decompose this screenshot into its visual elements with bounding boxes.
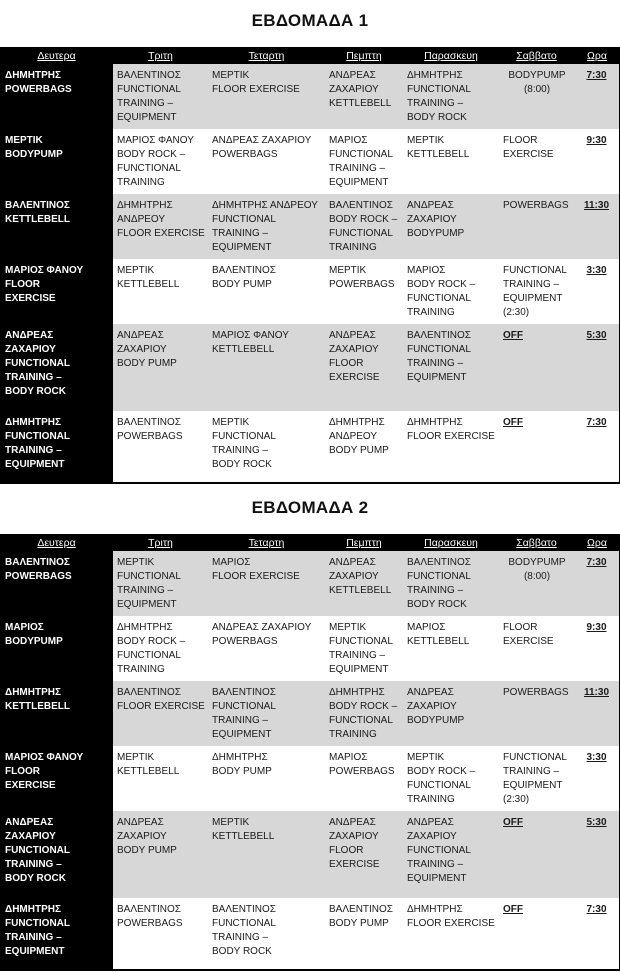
cell-thursday: ΔΗΜΗΤΡΗΣ ΑΝΔΡΕΟΥ BODY PUMP — [325, 411, 403, 483]
header-thursday: Πεμπτη — [325, 534, 403, 551]
table-row — [0, 194, 620, 259]
table-row — [0, 129, 620, 194]
header-monday: Δευτερα — [0, 534, 113, 551]
cell-tuesday: ΒΑΛΕΝΤΙΝΟΣ POWERBAGS — [113, 898, 208, 970]
cell-friday: ΔΗΜΗΤΡΗΣ FLOOR EXERCISE — [403, 898, 499, 970]
week-2-title: ΕΒΔΟΜΑΔΑ 2 — [251, 498, 369, 517]
header-row — [0, 534, 620, 551]
header-saturday: Σαββατο — [499, 47, 574, 64]
cell-tuesday: ΜΕΡΤΙΚ FUNCTIONAL TRAINING – EQUIPMENT — [113, 551, 208, 616]
cell-wednesday: ΜΑΡΙΟΣ FLOOR EXERCISE — [208, 551, 325, 616]
cell-time: 5:30 — [574, 811, 620, 898]
cell-saturday: BODYPUMP (8:00) — [499, 64, 574, 129]
cell-wednesday: ΑΝΔΡΕΑΣ ΖΑΧΑΡΙΟΥ POWERBAGS — [208, 616, 325, 681]
cell-saturday: POWERBAGS — [499, 681, 574, 746]
cell-thursday: ΑΝΔΡΕΑΣ ΖΑΧΑΡΙΟΥ KETTLEBELL — [325, 551, 403, 616]
cell-friday: ΔΗΜΗΤΡΗΣ FLOOR EXERCISE — [403, 411, 499, 483]
cell-wednesday: ΜΕΡΤΙΚ FLOOR EXERCISE — [208, 64, 325, 129]
table-row — [0, 811, 620, 898]
cell-friday: ΑΝΔΡΕΑΣ ΖΑΧΑΡΙΟΥ FUNCTIONAL TRAINING – EQUIPMENT — [403, 811, 499, 898]
cell-monday: ΜΑΡΙΟΣ ΦΑΝΟΥ FLOOR EXERCISE — [0, 746, 113, 811]
cell-saturday: OFF — [499, 411, 574, 483]
cell-saturday: FLOOR EXERCISE — [499, 129, 574, 194]
cell-monday: ΜΕΡΤΙΚ BODYPUMP — [0, 129, 113, 194]
cell-tuesday: ΒΑΛΕΝΤΙΝΟΣ POWERBAGS — [113, 411, 208, 483]
header-wednesday: Τεταρτη — [208, 47, 325, 64]
cell-friday: ΑΝΔΡΕΑΣ ΖΑΧΑΡΙΟΥ BODYPUMP — [403, 194, 499, 259]
cell-friday: ΔΗΜΗΤΡΗΣ FUNCTIONAL TRAINING – BODY ROCK — [403, 64, 499, 129]
header-saturday: Σαββατο — [499, 534, 574, 551]
header-friday: Παρασκευη — [403, 534, 499, 551]
cell-thursday: ΑΝΔΡΕΑΣ ΖΑΧΑΡΙΟΥ FLOOR EXERCISE — [325, 811, 403, 898]
cell-monday: ΑΝΔΡΕΑΣ ΖΑΧΑΡΙΟΥ FUNCTIONAL TRAINING – BODY ROCK — [0, 811, 113, 898]
cell-monday: ΒΑΛΕΝΤΙΝΟΣ POWERBAGS — [0, 551, 113, 616]
header-time: Ωρα — [574, 47, 620, 64]
cell-monday: ΜΑΡΙΟΣ BODYPUMP — [0, 616, 113, 681]
cell-time: 9:30 — [574, 129, 620, 194]
cell-monday: ΔΗΜΗΤΡΗΣ KETTLEBELL — [0, 681, 113, 746]
header-tuesday: Τριτη — [113, 534, 208, 551]
cell-monday: ΑΝΔΡΕΑΣ ΖΑΧΑΡΙΟΥ FUNCTIONAL TRAINING – BODY ROCK — [0, 324, 113, 411]
cell-saturday: FUNCTIONAL TRAINING – EQUIPMENT (2:30) — [499, 259, 574, 324]
cell-thursday: ΑΝΔΡΕΑΣ ΖΑΧΑΡΙΟΥ KETTLEBELL — [325, 64, 403, 129]
cell-saturday: OFF — [499, 898, 574, 970]
table-row — [0, 259, 620, 324]
cell-time: 7:30 — [574, 64, 620, 129]
cell-friday: ΑΝΔΡΕΑΣ ΖΑΧΑΡΙΟΥ BODYPUMP — [403, 681, 499, 746]
cell-wednesday: ΜΕΡΤΙΚ FUNCTIONAL TRAINING – BODY ROCK — [208, 411, 325, 483]
table-row — [0, 411, 620, 483]
cell-tuesday: ΔΗΜΗΤΡΗΣ ΑΝΔΡΕΟΥ FLOOR EXERCISE — [113, 194, 208, 259]
cell-time: 11:30 — [574, 194, 620, 259]
table-row — [0, 64, 620, 129]
cell-time: 7:30 — [574, 551, 620, 616]
cell-thursday: ΜΑΡΙΟΣ POWERBAGS — [325, 746, 403, 811]
cell-monday: ΔΗΜΗΤΡΗΣ FUNCTIONAL TRAINING – EQUIPMENT — [0, 411, 113, 483]
cell-wednesday: ΜΑΡΙΟΣ ΦΑΝΟΥ KETTLEBELL — [208, 324, 325, 411]
cell-tuesday: ΔΗΜΗΤΡΗΣ BODY ROCK – FUNCTIONAL TRAINING — [113, 616, 208, 681]
table-row — [0, 746, 620, 811]
cell-thursday: ΜΕΡΤΙΚ FUNCTIONAL TRAINING – EQUIPMENT — [325, 616, 403, 681]
cell-wednesday: ΑΝΔΡΕΑΣ ΖΑΧΑΡΙΟΥ POWERBAGS — [208, 129, 325, 194]
table-row — [0, 616, 620, 681]
cell-tuesday: ΜΕΡΤΙΚ KETTLEBELL — [113, 259, 208, 324]
cell-monday: ΒΑΛΕΝΤΙΝΟΣ KETTLEBELL — [0, 194, 113, 259]
cell-friday: ΒΑΛΕΝΤΙΝΟΣ FUNCTIONAL TRAINING – BODY ROCK — [403, 551, 499, 616]
cell-wednesday: ΒΑΛΕΝΤΙΝΟΣ FUNCTIONAL TRAINING – EQUIPMENT — [208, 681, 325, 746]
cell-time: 3:30 — [574, 746, 620, 811]
cell-tuesday: ΜΕΡΤΙΚ KETTLEBELL — [113, 746, 208, 811]
cell-time: 7:30 — [574, 898, 620, 970]
cell-monday: ΜΑΡΙΟΣ ΦΑΝΟΥ FLOOR EXERCISE — [0, 259, 113, 324]
week-2-schedule-table — [0, 534, 620, 971]
table-row — [0, 324, 620, 411]
cell-tuesday: ΑΝΔΡΕΑΣ ΖΑΧΑΡΙΟΥ BODY PUMP — [113, 324, 208, 411]
cell-thursday: ΜΑΡΙΟΣ FUNCTIONAL TRAINING – EQUIPMENT — [325, 129, 403, 194]
cell-saturday: FUNCTIONAL TRAINING – EQUIPMENT (2:30) — [499, 746, 574, 811]
cell-saturday: POWERBAGS — [499, 194, 574, 259]
cell-friday: ΜΕΡΤΙΚ KETTLEBELL — [403, 129, 499, 194]
cell-thursday: ΔΗΜΗΤΡΗΣ BODY ROCK – FUNCTIONAL TRAINING — [325, 681, 403, 746]
table-row — [0, 898, 620, 970]
week-1-schedule-table — [0, 47, 620, 484]
table-row — [0, 551, 620, 616]
cell-thursday: ΑΝΔΡΕΑΣ ΖΑΧΑΡΙΟΥ FLOOR EXERCISE — [325, 324, 403, 411]
cell-wednesday: ΜΕΡΤΙΚ KETTLEBELL — [208, 811, 325, 898]
header-tuesday: Τριτη — [113, 47, 208, 64]
cell-saturday: FLOOR EXERCISE — [499, 616, 574, 681]
header-time: Ωρα — [574, 534, 620, 551]
header-monday: Δευτερα — [0, 47, 113, 64]
cell-saturday: OFF — [499, 811, 574, 898]
cell-time: 9:30 — [574, 616, 620, 681]
cell-time: 11:30 — [574, 681, 620, 746]
cell-wednesday: ΔΗΜΗΤΡΗΣ BODY PUMP — [208, 746, 325, 811]
cell-thursday: ΜΕΡΤΙΚ POWERBAGS — [325, 259, 403, 324]
header-wednesday: Τεταρτη — [208, 534, 325, 551]
cell-tuesday: ΒΑΛΕΝΤΙΝΟΣ FLOOR EXERCISE — [113, 681, 208, 746]
cell-thursday: ΒΑΛΕΝΤΙΝΟΣ BODY ROCK – FUNCTIONAL TRAINING — [325, 194, 403, 259]
header-row — [0, 47, 620, 64]
cell-wednesday: ΒΑΛΕΝΤΙΝΟΣ BODY PUMP — [208, 259, 325, 324]
cell-wednesday: ΔΗΜΗΤΡΗΣ ΑΝΔΡΕΟΥ FUNCTIONAL TRAINING – EQUIPMENT — [208, 194, 325, 259]
cell-monday: ΔΗΜΗΤΡΗΣ FUNCTIONAL TRAINING – EQUIPMENT — [0, 898, 113, 970]
cell-time: 3:30 — [574, 259, 620, 324]
table-row — [0, 681, 620, 746]
cell-time: 7:30 — [574, 411, 620, 483]
cell-wednesday: ΒΑΛΕΝΤΙΝΟΣ FUNCTIONAL TRAINING – BODY ROCK — [208, 898, 325, 970]
cell-time: 5:30 — [574, 324, 620, 411]
cell-tuesday: ΜΑΡΙΟΣ ΦΑΝΟΥ BODY ROCK – FUNCTIONAL TRAINING — [113, 129, 208, 194]
cell-thursday: ΒΑΛΕΝΤΙΝΟΣ BODY PUMP — [325, 898, 403, 970]
cell-friday: ΜΑΡΙΟΣ BODY ROCK – FUNCTIONAL TRAINING — [403, 259, 499, 324]
cell-tuesday: ΒΑΛΕΝΤΙΝΟΣ FUNCTIONAL TRAINING – EQUIPMENT — [113, 64, 208, 129]
cell-saturday: OFF — [499, 324, 574, 411]
cell-friday: ΜΑΡΙΟΣ KETTLEBELL — [403, 616, 499, 681]
week-1-title: ΕΒΔΟΜΑΔΑ 1 — [251, 11, 369, 30]
cell-friday: ΒΑΛΕΝΤΙΝΟΣ FUNCTIONAL TRAINING – EQUIPMENT — [403, 324, 499, 411]
cell-tuesday: ΑΝΔΡΕΑΣ ΖΑΧΑΡΙΟΥ BODY PUMP — [113, 811, 208, 898]
header-friday: Παρασκευη — [403, 47, 499, 64]
cell-monday: ΔΗΜΗΤΡΗΣ POWERBAGS — [0, 64, 113, 129]
cell-saturday: BODYPUMP (8:00) — [499, 551, 574, 616]
header-thursday: Πεμπτη — [325, 47, 403, 64]
cell-friday: ΜΕΡΤΙΚ BODY ROCK – FUNCTIONAL TRAINING — [403, 746, 499, 811]
